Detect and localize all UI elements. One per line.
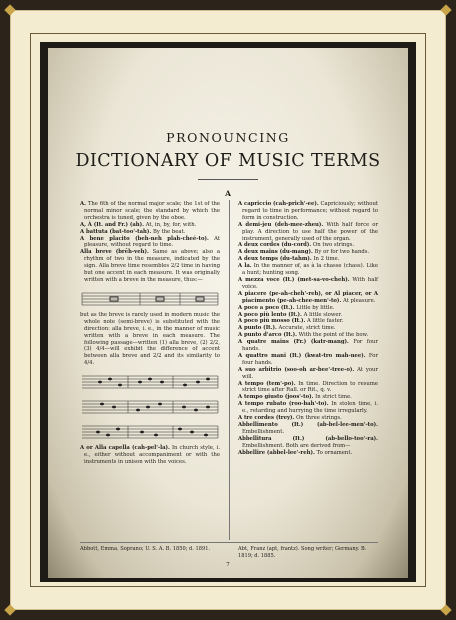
entry-definition: Embellishment. Both are derived from— xyxy=(242,442,351,449)
entry-term: A piacere (pe-ah-cheh'-reh), or Al piacer, or A piacimento (pe-ah-chee-men'-to). xyxy=(238,290,378,304)
entry-term: A la. xyxy=(238,263,252,270)
dictionary-entry xyxy=(238,450,378,457)
entry-definition: In church style, i. e., either without accompaniment or with the instruments in unison with the voices. xyxy=(84,445,221,465)
entry-term: A deux cordes (du-cord). xyxy=(238,242,312,249)
entry-definition: Same as above; also a rhythm of two in the measure, indicated by the sign. Alla breve time resembles 2/2 time in having but one accent in each measure. It was originally written with a breve in the measure, thus:— xyxy=(84,249,220,283)
dictionary-entry xyxy=(80,201,220,222)
entry-definition: On three strings. xyxy=(296,415,342,422)
page-number: 7 xyxy=(226,562,230,568)
entry-term: A punto (It.). xyxy=(238,325,277,332)
entry-definition: In 2 time. xyxy=(313,256,340,263)
entry-term: A quatre mains (Fr.) (katr-mang). xyxy=(238,339,349,346)
entry-definition: Capriciously; without regard to time in performance; without regard to form in construction. xyxy=(242,201,378,221)
entry-term: A capriccio (cah-prich'-ee). xyxy=(238,201,319,207)
entry-definition: At pleasure. xyxy=(342,297,376,304)
dictionary-entry xyxy=(238,401,378,415)
page-title: DICTIONARY OF MUSIC TERMS xyxy=(75,151,381,171)
entry-definition: On two strings. xyxy=(312,242,355,249)
dictionary-entry xyxy=(80,236,220,250)
entry-definition: With half voice. xyxy=(242,276,379,290)
footer-biography-right: Abt, Franz (apt, frantz). Song writer; Germany. B. 1819; d. 1885. xyxy=(238,546,367,559)
entry-definition: In stolen time, i. e., retarding and hurrying the time irregularly. xyxy=(242,401,378,415)
right-column xyxy=(238,201,378,457)
dictionary-entry xyxy=(238,415,378,422)
entry-term: A deux temps (du-tahm). xyxy=(238,256,312,263)
dictionary-entry xyxy=(238,367,378,381)
entry-term: A mezza voce (It.) (met-sa-vo-cheh). xyxy=(238,276,350,283)
music-staff-example-1 xyxy=(80,370,220,392)
entry-definition: Accurate, strict time. xyxy=(278,325,336,332)
entry-definition: Embellishment. xyxy=(242,428,285,435)
entry-definition: In strict time. xyxy=(315,394,352,401)
entry-term: A poco più mosso (It.). xyxy=(238,318,306,325)
entry-definition: With the point of the bow. xyxy=(298,332,369,339)
entry-term: A suo arbitrio (soo-oh ar-bee'-tree-o). xyxy=(238,366,355,373)
dictionary-entry xyxy=(238,222,378,243)
entry-definition: A little faster. xyxy=(307,318,344,325)
dictionary-page xyxy=(48,48,408,578)
dictionary-entry xyxy=(238,277,378,291)
entry-term: Alla breve (brēh-veh). xyxy=(80,249,149,256)
entry-definition: The 6th of the normal major scale; the 1st of the normal minor scale; the standard by which the orchestra is tuned, given by the oboe. xyxy=(84,201,221,221)
dictionary-entry xyxy=(238,353,378,367)
dictionary-entry xyxy=(80,312,220,367)
dictionary-entry xyxy=(238,305,378,312)
dictionary-entry xyxy=(238,381,378,395)
column-divider xyxy=(229,200,230,540)
dictionary-entry xyxy=(238,263,378,277)
dictionary-entry xyxy=(238,422,378,436)
left-column xyxy=(80,201,220,466)
entry-term: A tempo (tem'-po). xyxy=(238,380,296,387)
footer-rule xyxy=(80,542,378,543)
music-staff-breve xyxy=(80,287,220,309)
entry-definition: With half force or play. A direction to use half the power of the instrument, generally used of the organ. xyxy=(242,221,378,242)
entry-term: A. xyxy=(80,201,86,207)
entry-definition: In the manner of, as à la chasse (chass). Like a hunt; hunting song. xyxy=(242,263,378,277)
dictionary-entry xyxy=(80,249,220,284)
entry-term: A, À (It. and Fr.) (ah). xyxy=(80,221,145,228)
entry-term: A deux mains (du-mang). xyxy=(238,249,313,256)
entry-definition: but as the breve is rarely used in modern music the whole note (semi-breve) is substituted with the direction: alla breve, i. e., in the manner of music written with a breve in each measure. The following passage—written (1) alla breve, (2) 2/2, (3) 4/4—will exhibit the difference of accent between alla breve and 2/2 and its similarity to 4/4. xyxy=(80,311,220,367)
dictionary-entry xyxy=(80,229,220,236)
entry-definition: To ornament. xyxy=(316,449,353,456)
entry-term: A tre cordes (trey). xyxy=(238,415,295,422)
footer-biography-left: Abbott, Emma. Soprano; U. S. A. B. 1850; d. 1891. xyxy=(80,546,211,552)
entry-term: A battuta (bat-too'-tah). xyxy=(80,228,152,235)
dictionary-entry xyxy=(238,201,378,222)
entry-term: A quattro mani (It.) (kwat-tro mah-nee). xyxy=(238,352,366,359)
entry-term: A bene placito (beh-neh plah-cheé-to). xyxy=(80,235,209,242)
music-staff-example-2 xyxy=(80,395,220,417)
dictionary-entry xyxy=(238,291,378,305)
scanned-page-photo xyxy=(40,42,416,582)
entry-term: A poco a poco (It.). xyxy=(238,304,295,311)
entry-definition: By or for two hands. xyxy=(314,249,370,256)
entry-definition: By the beat. xyxy=(152,228,186,235)
dictionary-entry xyxy=(80,222,220,229)
dictionary-entry xyxy=(238,436,378,450)
entry-term: A tempo giusto (joos'-to). xyxy=(238,394,314,401)
section-letter: A xyxy=(225,189,231,198)
entry-term: A poco più lento (It.). xyxy=(238,311,302,318)
entry-definition: For four hands. xyxy=(242,352,378,366)
entry-term: A demi-jeu (deh-mee-zheu). xyxy=(238,221,324,228)
entry-definition: At pleasure, without regard to time. xyxy=(84,235,220,249)
entry-definition: At your will. xyxy=(242,366,379,380)
title-rule xyxy=(198,179,258,180)
music-staff-example-3 xyxy=(80,420,220,442)
dictionary-entry xyxy=(238,339,378,353)
entry-definition: For four hands. xyxy=(242,339,379,353)
entry-term: A tempo rubato (roo-bah'-to). xyxy=(238,401,329,408)
page-title-small: PRONOUNCING xyxy=(166,130,290,145)
entry-definition: In time. Direction to resume strict time after Rall. or Rit., q. v. xyxy=(242,380,378,394)
entry-definition: Little by little. xyxy=(296,304,335,311)
entry-term: A punto d'arco (It.). xyxy=(238,332,297,339)
entry-definition: At, in, by, for, with. xyxy=(145,221,197,228)
dictionary-entry xyxy=(80,445,220,466)
entry-term: A or Alla capella (cah-pel'-la). xyxy=(80,445,170,452)
entry-definition: A little slower. xyxy=(303,311,343,318)
entry-term: Abbellitura (It.) (ab-bello-too'-ra). xyxy=(238,435,378,442)
entry-term: Abbellimento (It.) (ab-bel-lee-men'-to). xyxy=(238,422,378,428)
entry-term: Abbellire (abbel-lee'-reh). xyxy=(238,449,315,456)
